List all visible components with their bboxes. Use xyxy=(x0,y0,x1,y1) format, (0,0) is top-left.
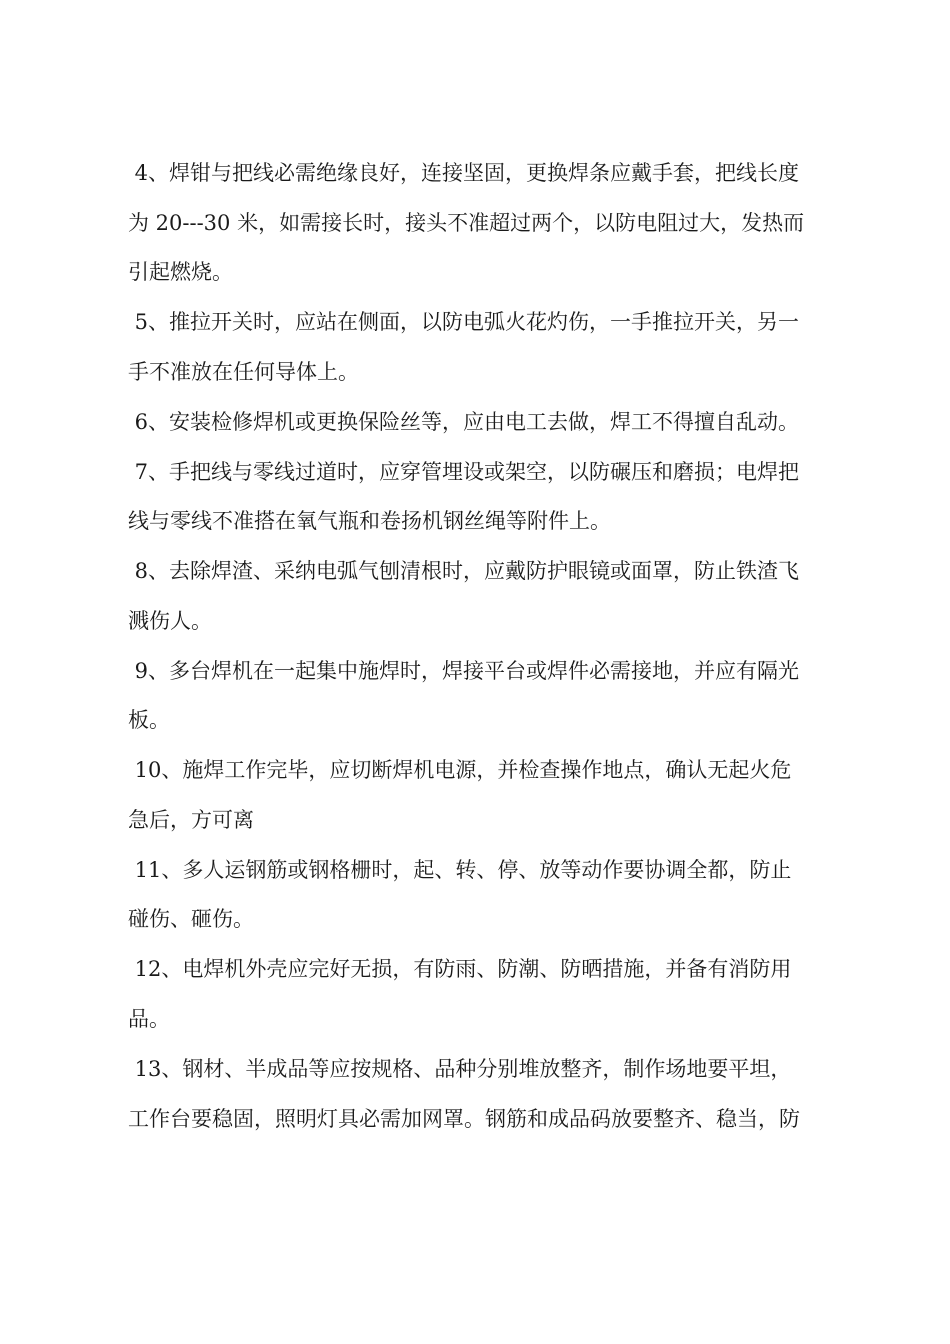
text-line: 12、电焊机外壳应完好无损，有防雨、防潮、防晒措施，并备有消防用 xyxy=(128,957,792,981)
text-line: 8、去除焊渣、采纳电弧气刨清根时，应戴防护眼镜或面罩，防止铁渣飞 xyxy=(128,559,800,583)
text-line: 碰伤、砸伤。 xyxy=(128,907,254,931)
text-line: 11、多人运钢筋或钢格栅时，起、转、停、放等动作要协调全都，防止 xyxy=(128,858,792,882)
text-line: 6、安装检修焊机或更换保险丝等，应由电工去做，焊工不得擅自乱动。 xyxy=(128,410,800,434)
text-line: 9、多台焊机在一起集中施焊时，焊接平台或焊件必需接地，并应有隔光 xyxy=(128,659,800,683)
text-line: 5、推拉开关时，应站在侧面，以防电弧火花灼伤，一手推拉开关，另一 xyxy=(128,310,800,334)
text-line: 10、施焊工作完毕，应切断焊机电源，并检查操作地点，确认无起火危 xyxy=(128,758,792,782)
text-line: 板。 xyxy=(128,708,170,732)
text-line: 品。 xyxy=(128,1007,170,1031)
text-line: 为 20---30 米，如需接长时，接头不准超过两个，以防电阻过大，发热而 xyxy=(128,211,805,235)
text-line: 7、手把线与零线过道时，应穿管埋设或架空，以防碾压和磨损；电焊把 xyxy=(128,460,800,484)
text-line: 急后，方可离 xyxy=(128,808,254,832)
text-line: 手不准放在任何导体上。 xyxy=(128,360,359,384)
text-line: 线与零线不准搭在氧气瓶和卷扬机钢丝绳等附件上。 xyxy=(128,509,611,533)
text-line: 4、焊钳与把线必需绝缘良好，连接坚固，更换焊条应戴手套，把线长度 xyxy=(128,161,800,185)
text-line: 溅伤人。 xyxy=(128,609,212,633)
text-line: 工作台要稳固，照明灯具必需加网罩。钢筋和成品码放要整齐、稳当，防 xyxy=(128,1107,800,1131)
text-line: 引起燃烧。 xyxy=(128,260,233,284)
text-line: 13、钢材、半成品等应按规格、品种分别堆放整齐，制作场地要平坦， xyxy=(128,1057,792,1081)
